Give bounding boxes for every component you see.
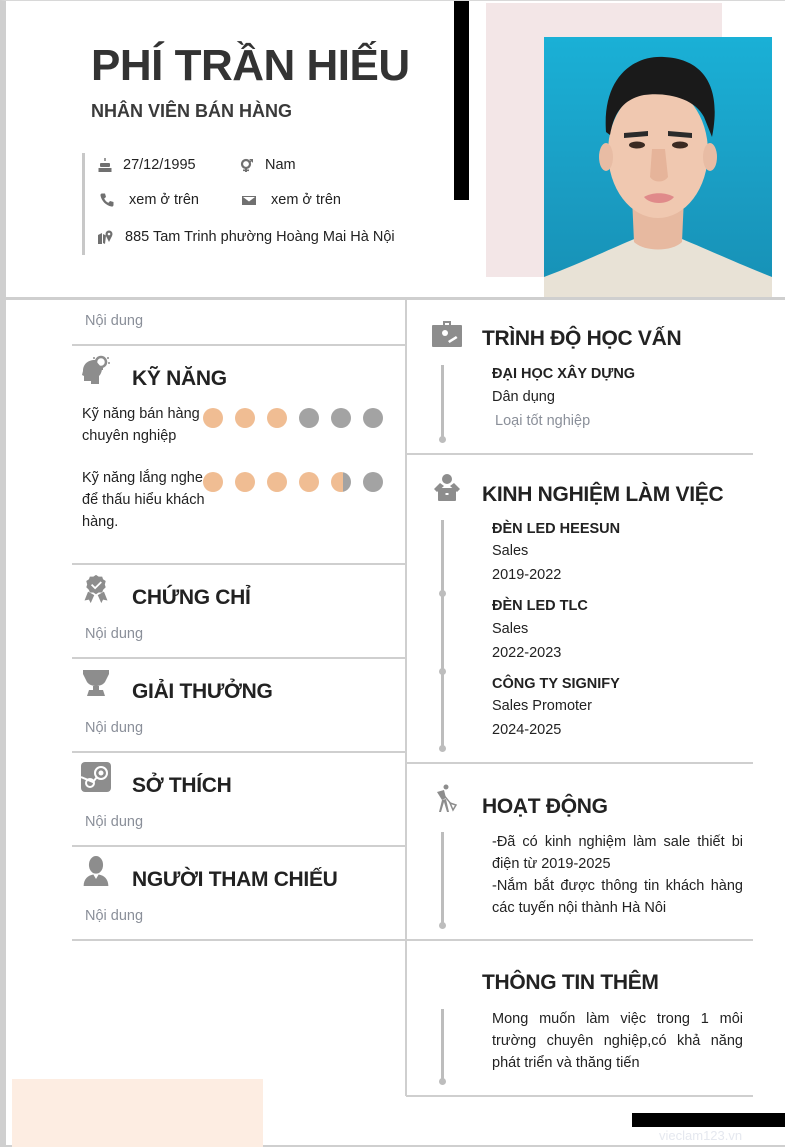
timeline-line	[441, 520, 444, 748]
objective-placeholder[interactable]: Nội dung	[85, 313, 144, 329]
gender-value: Nam	[265, 157, 296, 173]
experience-position: Sales Promoter	[492, 698, 592, 714]
address-value: 885 Tam Trinh phường Hoàng Mai Hà Nội	[125, 229, 395, 245]
section-divider	[72, 845, 406, 847]
section-divider	[406, 762, 753, 764]
section-divider	[406, 939, 753, 941]
activities-title: HOẠT ĐỘNG	[482, 795, 608, 818]
watermark: vieclam123.vn	[659, 1128, 743, 1143]
certificates-placeholder[interactable]: Nội dung	[85, 626, 144, 642]
birthday-cake-icon	[97, 157, 113, 173]
education-major: Dân dụng	[492, 389, 555, 405]
additional-title: THÔNG TIN THÊM	[482, 971, 659, 994]
awards-placeholder[interactable]: Nội dung	[85, 720, 144, 736]
portrait-illustration	[544, 37, 772, 297]
map-pin-icon	[97, 229, 113, 245]
section-divider	[72, 344, 406, 346]
hobbies-title: SỞ THÍCH	[132, 774, 232, 797]
job-title: NHÂN VIÊN BÁN HÀNG	[91, 101, 293, 121]
experience-company: CÔNG TY SIGNIFY	[492, 676, 620, 692]
briefcase-icon	[432, 319, 462, 349]
references-placeholder[interactable]: Nội dung	[85, 908, 144, 924]
rating-dot-empty	[331, 408, 351, 428]
email-item	[241, 192, 341, 208]
education-school: ĐẠI HỌC XÂY DỰNG	[492, 366, 636, 382]
worker-shovel-icon	[431, 784, 461, 814]
timeline-dot	[439, 590, 446, 597]
section-divider	[72, 563, 406, 565]
section-divider	[72, 751, 406, 753]
rating-dot-empty	[363, 408, 383, 428]
timeline-line	[441, 365, 444, 437]
gender-icon	[239, 157, 255, 173]
skill-rating	[203, 408, 383, 428]
address-item	[97, 229, 395, 245]
person-laptop-icon	[432, 473, 462, 503]
education-grade: Loại tốt nghiệp	[495, 413, 591, 429]
peach-accent-block	[12, 1079, 263, 1147]
skill-label: Kỹ năng lắng nghe để thấu hiểu khách hàng.	[82, 470, 205, 530]
timeline-line	[441, 832, 444, 924]
timeline-dot	[439, 668, 446, 675]
skills-title: KỸ NĂNG	[132, 367, 227, 390]
references-title: NGƯỜI THAM CHIẾU	[132, 868, 338, 891]
activity-line: -Nắm bắt được thông tin khách hàng các tuyến nội thành Hà Nôi	[492, 878, 743, 916]
profile-photo	[544, 37, 772, 297]
additional-text: Mong muốn làm việc trong 1 môi trường chuyên nghiệp,có khả năng phát triển và thăng tiến	[492, 1011, 743, 1071]
section-divider	[406, 1095, 753, 1097]
awards-title: GIẢI THƯỞNG	[132, 680, 273, 703]
experience-title: KINH NGHIỆM LÀM VIỆC	[482, 483, 724, 506]
rating-dot-filled	[299, 472, 319, 492]
experience-period: 2022-2023	[492, 645, 562, 661]
rating-dot-filled	[235, 408, 255, 428]
hobbies-placeholder[interactable]: Nội dung	[85, 814, 144, 830]
timeline-dot	[439, 745, 446, 752]
timeline-dot	[439, 436, 446, 443]
trophy-icon	[81, 668, 111, 698]
skill-label: Kỹ năng bán hàng chuyên nghiệp	[82, 406, 200, 444]
rating-dot-empty	[363, 472, 383, 492]
experience-position: Sales	[492, 543, 529, 559]
header-divider	[6, 297, 785, 300]
gender-item	[239, 157, 296, 173]
timeline-line	[441, 1009, 444, 1081]
activity-line: -Đã có kinh nghiệm làm sale thiết bi điện từ 2019-2025	[492, 834, 743, 872]
skill-rating	[203, 472, 383, 492]
phone-icon	[99, 192, 115, 208]
timeline-dot	[439, 1078, 446, 1085]
section-divider	[72, 939, 406, 941]
rating-dot-filled	[235, 472, 255, 492]
head-lightbulb-icon	[81, 354, 111, 384]
certificates-title: CHỨNG CHỈ	[132, 586, 251, 609]
birthday-item	[97, 157, 196, 173]
phone-value: xem ở trên	[129, 192, 199, 208]
section-divider	[72, 657, 406, 659]
rating-dot-filled	[267, 472, 287, 492]
person-icon	[81, 856, 111, 886]
rating-dot-filled	[203, 408, 223, 428]
rating-dot-empty	[299, 408, 319, 428]
timeline-dot	[439, 922, 446, 929]
experience-company: ĐÈN LED TLC	[492, 598, 588, 614]
envelope-icon	[241, 192, 257, 208]
personal-info	[82, 153, 442, 255]
rating-dot-partial	[331, 472, 351, 492]
birthday-value: 27/12/1995	[123, 157, 196, 173]
experience-position: Sales	[492, 621, 529, 637]
experience-period: 2019-2022	[492, 567, 562, 583]
rating-dot-filled	[267, 408, 287, 428]
black-accent-bar-bottom	[632, 1113, 785, 1127]
experience-company: ĐÈN LED HEESUN	[492, 521, 621, 537]
steam-icon	[81, 762, 111, 792]
column-divider	[405, 299, 407, 1096]
black-accent-bar	[454, 1, 469, 200]
phone-item	[99, 192, 199, 208]
rating-dot-filled	[203, 472, 223, 492]
experience-period: 2024-2025	[492, 722, 562, 738]
section-divider	[406, 453, 753, 455]
email-value: xem ở trên	[271, 192, 341, 208]
certificate-badge-icon	[81, 574, 111, 604]
education-title: TRÌNH ĐỘ HỌC VẤN	[482, 327, 682, 350]
candidate-name: PHÍ TRẦN HIẾU	[91, 41, 410, 90]
